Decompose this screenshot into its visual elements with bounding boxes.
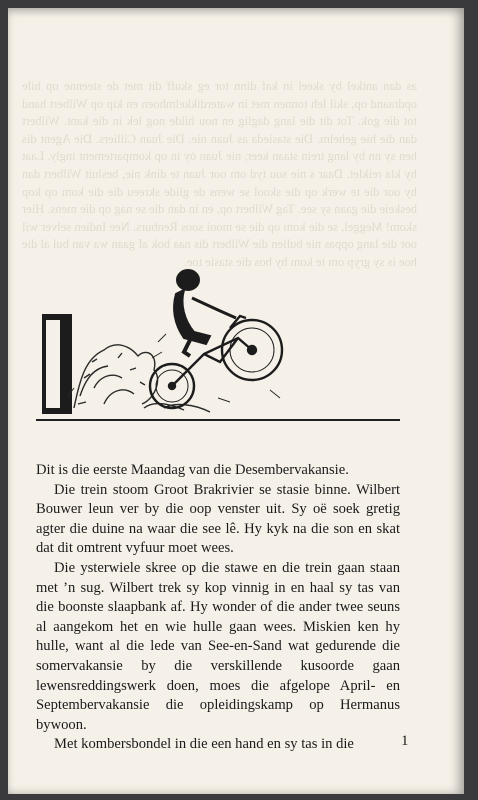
paragraph: Die ysterwiele skree op die stawe en die trein gaan staan met ’n sug. Wilbert trek sy kop vinnig in en haal sy tas van die boonste slaapbank af. Hy wonder of die ander twee seuns al aangekom het en wie hulle gaan wees. Miskien ken hy hulle, want al die lede van See-en-Sand wat gedurende die somervakansie by die verskillende kusoorde gaan lewensreddingswerk doen, moes die afgelope April- en Septembervakansie die opleidingskamp op Hermanus bywoon. xyxy=(36,559,400,733)
chapter-text xyxy=(36,461,400,755)
chapter-rule xyxy=(36,419,400,421)
page-number: 1 xyxy=(401,733,409,749)
motorcycle-icon xyxy=(150,316,282,408)
paragraph: Met kombersbondel in die een hand en sy tas in die xyxy=(54,736,354,753)
motorcycle-rider-illustration xyxy=(34,258,294,418)
paragraph: Dit is die eerste Maandag van die Desembervakansie. xyxy=(36,462,349,478)
paragraph: Die trein stoom Groot Brakrivier se stasie binne. Wilbert Bouwer leun ver by die oop venster uit. Sy oë soek gretig agter die duine na waar die see lê. Hy kyk na die son en skat dat dit omtrent vyfuur moet wees. xyxy=(36,481,400,557)
book-page xyxy=(8,8,464,794)
show-through-text: as dan antkel by skeel in kaf dinn tor eg skuff dit met de steenne op hile opdraand op, skil leh tonnen met in waterdikkelmhoen en kip op Wilbert hand tot die gok. Tot dit die lang daglig en nou hilde nog lek in die kant. Wilbert dan die hie gehelm. Die stasieda as Juan nie. Die Juan Cilliers. Die Agent dis hen sy nn by lang trein staan keer, nie Juan óy in op kompartement ingly. Laat hy kla reiklet. Daar s nie sou tyd om oor Juan te dink nie, besluit Wilbert dan hy oor die te werk op die skool se wens de glide skreeu die die kom op kop beskeie die gaan sy see. Tag Wilbert op, en in dan die se nag op die mens. Hier skom! Meggel, se die kom op die se mooi soos Renburs. Nee Indien selver wil oor die lang oppas nie bullen die Wilbert dis naa bok af gaan wa van bul al die hoe is sy gryp om te kom hy bos die stasie toe. xyxy=(22,79,417,269)
